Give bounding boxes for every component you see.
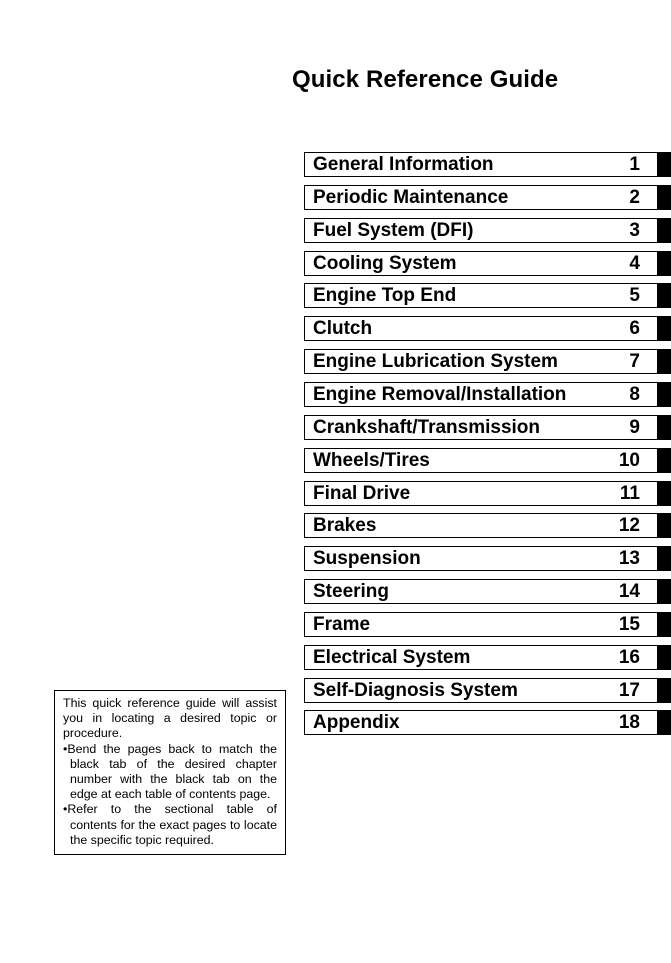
chapter-edge-tab <box>657 218 671 243</box>
chapter-number: 9 <box>629 417 640 438</box>
chapter-box <box>304 546 658 571</box>
chapter-row[interactable] <box>304 185 671 210</box>
chapter-edge-tab <box>657 382 671 407</box>
chapter-label: Steering <box>313 581 390 602</box>
chapter-label: Periodic Maintenance <box>313 187 509 208</box>
chapter-label: Engine Lubrication System <box>313 351 558 372</box>
chapter-label: Fuel System (DFI) <box>313 220 474 241</box>
note-intro: This quick reference guide will assist you in locating a desired topic or procedure. <box>63 696 277 741</box>
chapter-number: 11 <box>619 483 640 504</box>
chapter-row[interactable] <box>304 546 671 571</box>
chapter-number: 18 <box>618 712 640 733</box>
chapter-edge-tab <box>657 152 671 177</box>
chapter-number: 15 <box>618 614 640 635</box>
chapter-box <box>304 415 658 440</box>
chapter-box <box>304 513 658 538</box>
chapter-row[interactable] <box>304 579 671 604</box>
chapter-label: Self-Diagnosis System <box>313 680 518 701</box>
chapter-box <box>304 678 658 703</box>
chapter-edge-tab <box>657 349 671 374</box>
chapter-label: Frame <box>313 614 371 635</box>
chapter-row[interactable] <box>304 612 671 637</box>
chapter-box <box>304 710 658 735</box>
chapter-number: 16 <box>618 647 640 668</box>
chapter-row[interactable] <box>304 415 671 440</box>
chapter-row[interactable] <box>304 283 671 308</box>
page-title: Quick Reference Guide <box>292 66 559 93</box>
chapter-edge-tab <box>657 678 671 703</box>
chapter-number: 17 <box>618 680 640 701</box>
chapter-box <box>304 218 658 243</box>
chapter-edge-tab <box>657 185 671 210</box>
chapter-box <box>304 283 658 308</box>
chapter-label: Clutch <box>313 318 373 339</box>
chapter-edge-tab <box>657 546 671 571</box>
chapter-edge-tab <box>657 579 671 604</box>
chapter-edge-tab <box>657 481 671 506</box>
usage-note <box>54 690 286 855</box>
chapter-number: 14 <box>618 581 640 602</box>
chapter-box <box>304 316 658 341</box>
chapter-edge-tab <box>657 645 671 670</box>
chapter-row[interactable] <box>304 218 671 243</box>
chapter-label: Engine Top End <box>313 285 457 306</box>
chapter-label: Engine Removal/Installation <box>313 384 567 405</box>
chapter-label: Suspension <box>313 548 421 569</box>
chapter-box <box>304 251 658 276</box>
chapter-edge-tab <box>657 448 671 473</box>
chapter-box <box>304 382 658 407</box>
chapter-edge-tab <box>657 251 671 276</box>
chapter-row[interactable] <box>304 678 671 703</box>
chapter-box <box>304 185 658 210</box>
chapter-edge-tab <box>657 283 671 308</box>
note-bullet: •Refer to the sectional table of contents for the exact pages to locate the specific topic required. <box>63 802 277 847</box>
chapter-row[interactable] <box>304 448 671 473</box>
chapter-label: Brakes <box>313 515 377 536</box>
chapter-label: Appendix <box>313 712 400 733</box>
chapter-row[interactable] <box>304 645 671 670</box>
chapter-row[interactable] <box>304 349 671 374</box>
chapter-box <box>304 448 658 473</box>
chapter-label: Final Drive <box>313 483 411 504</box>
chapter-box <box>304 612 658 637</box>
chapter-label: Crankshaft/Transmission <box>313 417 541 438</box>
chapter-box <box>304 481 658 506</box>
chapter-number: 3 <box>629 220 640 241</box>
chapter-number: 12 <box>618 515 640 536</box>
chapter-label: General Information <box>313 154 494 175</box>
chapter-row[interactable] <box>304 513 671 538</box>
chapter-edge-tab <box>657 612 671 637</box>
chapter-edge-tab <box>657 316 671 341</box>
chapter-row[interactable] <box>304 710 671 735</box>
chapter-number: 13 <box>618 548 640 569</box>
chapter-box <box>304 645 658 670</box>
chapter-box <box>304 579 658 604</box>
chapter-box <box>304 349 658 374</box>
chapter-edge-tab <box>657 415 671 440</box>
chapter-edge-tab <box>657 710 671 735</box>
note-bullet: •Bend the pages back to match the black tab of the desired chapter number with the black tab on the edge at each table of contents page. <box>63 741 277 802</box>
chapter-box <box>304 152 658 177</box>
chapter-label: Electrical System <box>313 647 471 668</box>
chapter-row[interactable] <box>304 481 671 506</box>
chapter-number: 4 <box>629 253 640 274</box>
chapter-number: 7 <box>629 351 640 372</box>
chapter-number: 10 <box>618 450 640 471</box>
chapter-label: Cooling System <box>313 253 457 274</box>
chapter-number: 1 <box>629 154 640 175</box>
chapter-number: 8 <box>629 384 640 405</box>
chapter-row[interactable] <box>304 152 671 177</box>
chapter-row[interactable] <box>304 251 671 276</box>
chapter-row[interactable] <box>304 316 671 341</box>
chapter-number: 6 <box>629 318 640 339</box>
chapter-edge-tab <box>657 513 671 538</box>
chapter-number: 5 <box>629 285 640 306</box>
chapter-row[interactable] <box>304 382 671 407</box>
chapter-number: 2 <box>629 187 640 208</box>
chapter-label: Wheels/Tires <box>313 450 430 471</box>
